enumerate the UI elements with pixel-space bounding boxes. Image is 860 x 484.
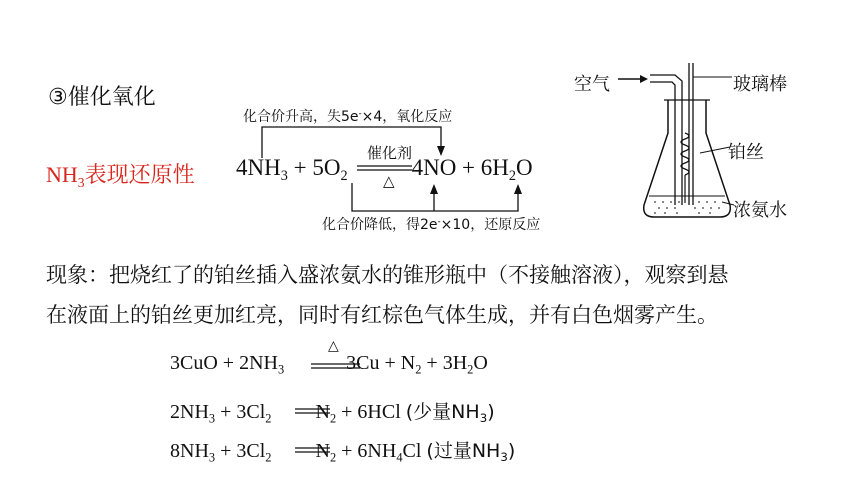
label-conc-ammonia: 浓氨水	[733, 200, 787, 221]
phenomenon-line-2: 在液面上的铂丝更加红亮，同时有红棕色气体生成，并有白色烟雾产生。	[46, 303, 718, 327]
heat-symbol: △	[383, 172, 395, 190]
label-air: 空气	[574, 74, 610, 95]
eq1-heat-symbol: △	[328, 338, 339, 354]
phenomenon-line-1: 现象：把烧红了的铂丝插入盛浓氨水的锥形瓶中（不接触溶液），观察到悬	[46, 263, 729, 287]
nh3-reducing-label: $NH_3$表现还原性	[46, 162, 195, 190]
section-title: ③催化氧化	[48, 85, 156, 110]
label-pt-wire: 铂丝	[728, 142, 764, 163]
equation-nh3-cl2-limited: $2NH_3 + 3Cl_2$ $N_2 + 6HCl$ (少量$NH_3$)	[170, 401, 495, 426]
catalyst-label: 催化剂	[367, 144, 413, 162]
label-glass-rod: 玻璃棒	[733, 74, 787, 95]
reduction-note: 化合价降低，得2e-×10，还原反应	[322, 216, 541, 233]
equation-cuo-nh3: $3CuO + 2NH_3$ $3Cu + N_2 + 3H_2O$	[170, 352, 488, 377]
main-equation: $4NH_3 + 5O_2$ $4NO + 6H_2O$	[236, 155, 533, 184]
equation-nh3-cl2-excess: $8NH_3 + 3Cl_2$ $N_2 + 6NH_4Cl$ (过量$NH_3$)	[170, 440, 516, 465]
oxidation-note: 化合价升高，失5e-×4，氧化反应	[243, 108, 453, 125]
